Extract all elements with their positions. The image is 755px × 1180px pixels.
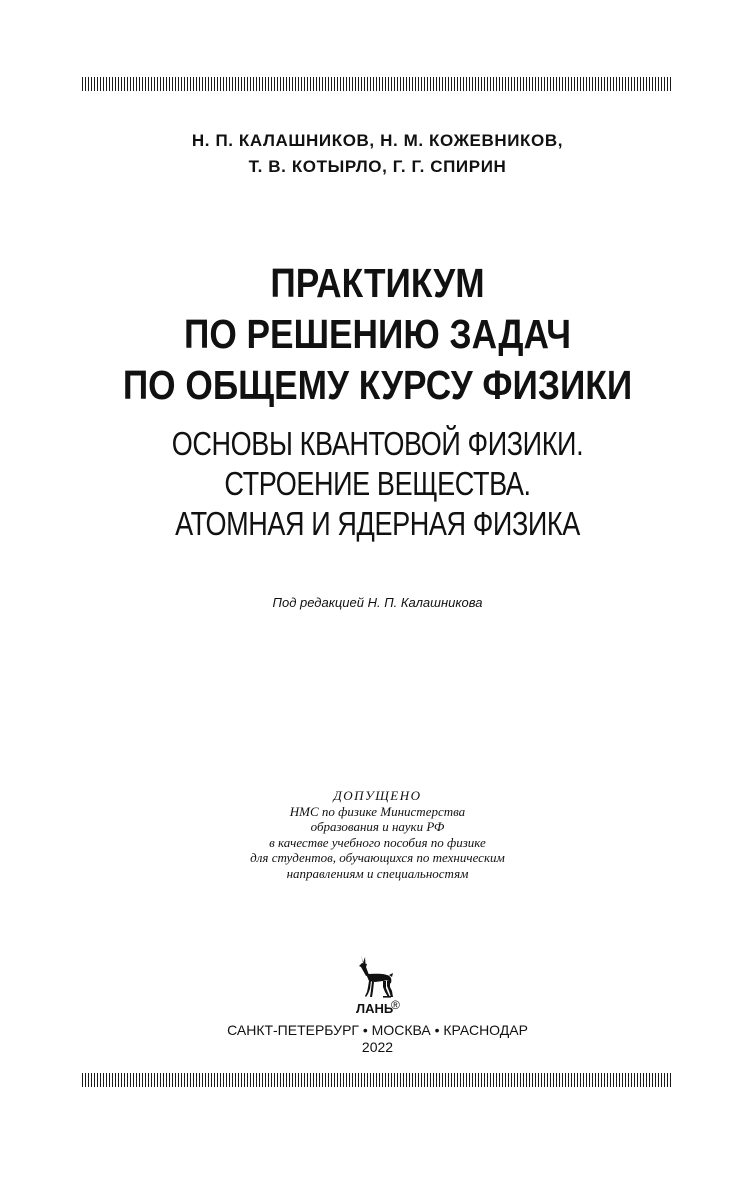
- title-line-3: ПО ОБЩЕМУ КУРСУ ФИЗИКИ: [122, 362, 633, 408]
- publisher-imprint: [0, 1022, 755, 1056]
- title-line-2: ПО РЕШЕНИЮ ЗАДАЧ: [183, 311, 572, 357]
- editor-note: Под редакцией Н. П. Калашникова: [272, 595, 483, 610]
- logo-wordmark: ЛАНЬ: [356, 1001, 394, 1016]
- approval-line-1: НМС по физике Министерства: [289, 803, 466, 819]
- approval-line-3: в качестве учебного пособия по физике: [269, 834, 486, 850]
- authors-block: [0, 128, 755, 180]
- subtitle-line-2: СТРОЕНИЕ ВЕЩЕСТВА.: [224, 465, 531, 502]
- book-subtitle: [68, 424, 687, 544]
- book-title: [53, 258, 702, 411]
- bottom-barcode-rule: [82, 1073, 673, 1087]
- approval-stamp: [0, 788, 755, 881]
- authors-line-1: Н. П. КАЛАШНИКОВ, Н. М. КОЖЕВНИКОВ,: [191, 131, 564, 150]
- registered-mark: ®: [391, 998, 400, 1012]
- deer-icon: [359, 955, 393, 998]
- approval-line-2: образования и науки РФ: [310, 819, 445, 834]
- approval-line-5: направлениям и специальностям: [286, 865, 469, 881]
- subtitle-line-3: АТОМНАЯ И ЯДЕРНАЯ ФИЗИКА: [175, 505, 580, 542]
- authors-line-2: Т. В. КОТЫРЛО, Г. Г. СПИРИН: [248, 157, 507, 176]
- title-line-1: ПРАКТИКУМ: [270, 260, 485, 306]
- top-barcode-rule: [82, 77, 673, 91]
- publisher-logo: [353, 953, 403, 1023]
- approval-line-4: для студентов, обучающихся по техническим: [250, 850, 505, 865]
- publisher-cities: САНКТ-ПЕТЕРБУРГ • МОСКВА • КРАСНОДАР: [227, 1022, 528, 1038]
- approval-heading: ДОПУЩЕНО: [333, 788, 422, 803]
- subtitle-line-1: ОСНОВЫ КВАНТОВОЙ ФИЗИКИ.: [171, 425, 584, 462]
- publication-year: 2022: [361, 1039, 394, 1055]
